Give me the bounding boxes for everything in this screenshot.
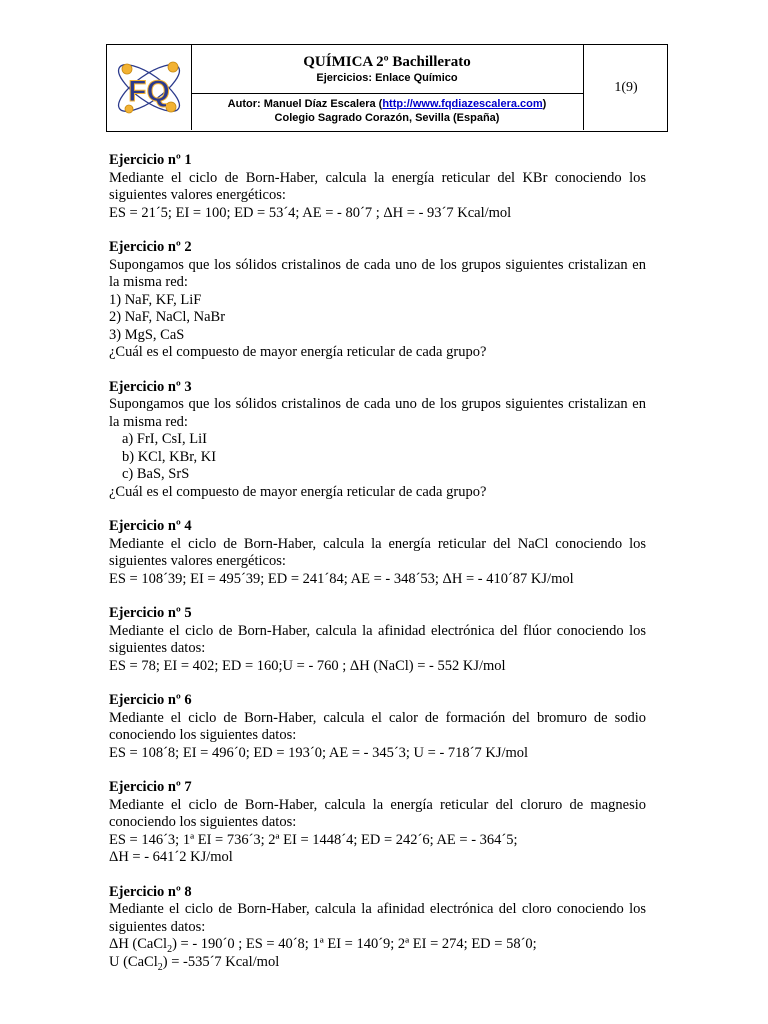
atom-logo-icon: [107, 45, 191, 130]
exercise-statement: Supongamos que los sólidos cristalinos de cada uno de los grupos siguientes cristalizan en la misma red:: [109, 396, 646, 430]
exercise-statement: Mediante el ciclo de Born-Haber, calcula la afinidad electrónica del flúor conociendo los siguientes datos:: [109, 622, 646, 656]
list-item: 2) NaF, NaCl, NaBr: [109, 309, 226, 325]
list-item: c) BaS, SrS: [122, 466, 190, 482]
exercise-title: Ejercicio nº 8: [109, 883, 192, 900]
formula-subscript: 2: [167, 943, 173, 955]
exercise-6: [109, 692, 646, 762]
author-name: Autor: Manuel Díaz Escalera (: [227, 98, 383, 110]
exercise-statement: Supongamos que los sólidos cristalinos de cada uno de los grupos siguientes cristalizan en la misma red:: [109, 256, 646, 290]
exercise-title: Ejercicio nº 2: [109, 239, 192, 255]
exercise-data: ΔH = - 641´2 KJ/mol: [109, 849, 233, 865]
exercise-statement: Mediante el ciclo de Born-Haber, calcula la energía reticular del cloruro de magnesio conociendo los siguientes datos:: [109, 796, 646, 830]
exercise-1: [109, 152, 646, 222]
logo-cell: [107, 45, 192, 130]
exercise-data: [109, 936, 646, 954]
list-item: 3) MgS, CaS: [109, 326, 185, 343]
list-item: b) KCl, KBr, KI: [122, 448, 217, 465]
exercise-5: [109, 605, 646, 675]
exercise-statement: Mediante el ciclo de Born-Haber, calcula la afinidad electrónica del cloro conociendo los siguientes datos:: [109, 901, 646, 935]
header-center: [191, 45, 583, 130]
list-item: a) FrI, CsI, LiI: [122, 431, 207, 447]
exercise-title: Ejercicio nº 7: [109, 779, 192, 795]
formula-part: ) = -535´7 Kcal/mol: [162, 953, 280, 970]
exercise-data: ES = 21´5; EI = 100; ED = 53´4; AE = - 80´7 ; ΔH = - 93´7 Kcal/mol: [109, 204, 512, 221]
exercise-3: [109, 379, 646, 502]
exercise-data: ES = 146´3; 1ª EI = 736´3; 2ª EI = 1448´4; ED = 242´6; AE = - 364´5;: [109, 831, 518, 848]
exercise-2: [109, 239, 646, 362]
formula-part: ΔH (CaCl: [109, 936, 168, 952]
page-title: QUÍMICA 2º Bachillerato: [303, 54, 471, 70]
exercise-data: [109, 954, 646, 972]
list-item: 1) NaF, KF, LiF: [109, 291, 202, 308]
document-header: [106, 44, 668, 132]
page-number: 1(9): [583, 45, 668, 130]
exercise-title: Ejercicio nº 5: [109, 605, 192, 621]
exercise-question: ¿Cuál es el compuesto de mayor energía reticular de cada grupo?: [109, 483, 487, 500]
exercise-question: ¿Cuál es el compuesto de mayor energía reticular de cada grupo?: [109, 344, 487, 360]
exercise-title: Ejercicio nº 3: [109, 378, 192, 395]
exercise-data: ES = 108´8; EI = 496´0; ED = 193´0; AE = - 345´3; U = - 718´7 KJ/mol: [109, 744, 529, 761]
school-name: Colegio Sagrado Corazón, Sevilla (España): [274, 112, 500, 124]
exercise-data: ES = 78; EI = 402; ED = 160;U = - 760 ; ΔH (NaCl) = - 552 KJ/mol: [109, 657, 506, 674]
author-suffix: ): [542, 98, 547, 110]
exercise-statement: Mediante el ciclo de Born-Haber, calcula la energía reticular del KBr conociendo los siguientes valores energéticos:: [109, 169, 646, 203]
formula-part: ) = - 190´0 ; ES = 40´8; 1ª EI = 140´9; 2ª EI = 274; ED = 58´0;: [172, 936, 537, 952]
exercise-7: [109, 779, 646, 867]
header-title-block: [191, 45, 583, 94]
page-subtitle: Ejercicios: Enlace Químico: [316, 72, 458, 84]
exercise-8: [109, 884, 646, 972]
author-line: [191, 97, 583, 111]
author-website-link[interactable]: http://www.fqdiazescalera.com: [382, 98, 543, 110]
author-block: [191, 93, 583, 130]
exercise-title: Ejercicio nº 4: [109, 518, 192, 534]
exercise-title: Ejercicio nº 1: [109, 152, 192, 168]
svg-text:FQ: FQ: [128, 75, 170, 108]
exercise-data: ES = 108´39; EI = 495´39; ED = 241´84; AE = - 348´53; ΔH = - 410´87 KJ/mol: [109, 570, 574, 587]
formula-subscript: 2: [157, 961, 163, 973]
exercise-title: Ejercicio nº 6: [109, 692, 192, 708]
exercise-4: [109, 518, 646, 588]
formula-part: U (CaCl: [109, 953, 158, 970]
exercise-list: [109, 152, 646, 988]
exercise-statement: Mediante el ciclo de Born-Haber, calcula la energía reticular del NaCl conociendo los siguientes valores energéticos:: [109, 535, 646, 569]
exercise-statement: Mediante el ciclo de Born-Haber, calcula el calor de formación del bromuro de sodio conociendo los siguientes datos:: [109, 709, 646, 743]
